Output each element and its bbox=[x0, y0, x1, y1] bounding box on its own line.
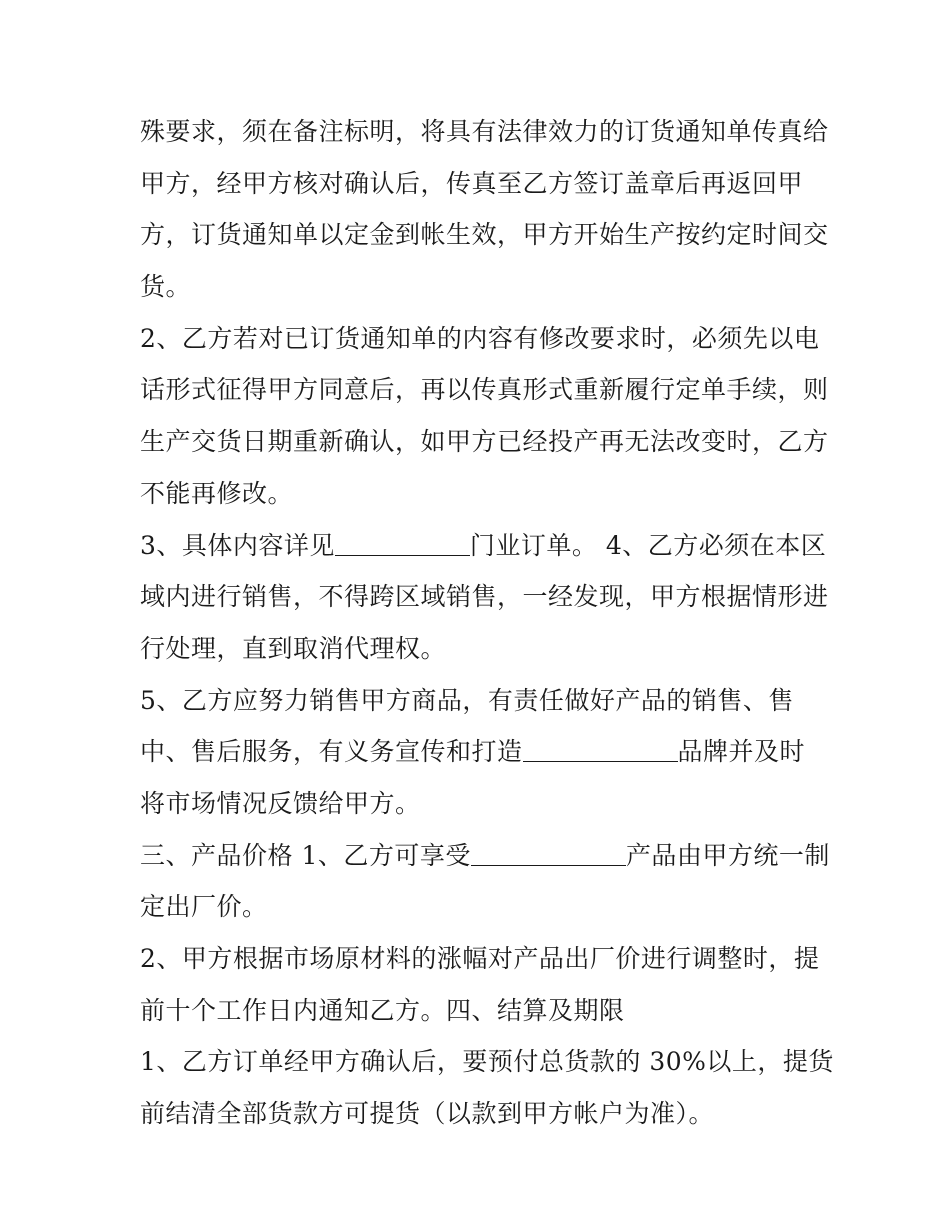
fill-in-blank bbox=[523, 739, 678, 762]
text-line: 定出厂价。 bbox=[140, 892, 268, 922]
text-line-with-blank bbox=[140, 520, 830, 572]
text-line: 行处理，直到取消代理权。 bbox=[140, 633, 447, 663]
text-segment: 产品由甲方统一制 bbox=[625, 840, 830, 870]
text-line: 不能再修改。 bbox=[140, 478, 294, 508]
text-line: 2、甲方根据市场原材料的涨幅对产品出厂价进行调整时，提 bbox=[140, 944, 820, 973]
text-line: 将市场情况反馈给甲方。 bbox=[140, 788, 421, 818]
text-line: 生产交货日期重新确认，如甲方已经投产再无法改变时，乙方 bbox=[140, 427, 829, 457]
text-line: 前结清全部货款方可提货（以款到甲方帐户为准）。 bbox=[140, 1099, 715, 1129]
text-line: 货。 bbox=[140, 272, 192, 302]
text-line-with-blank bbox=[140, 830, 830, 882]
text-line: 5、乙方应努力销售甲方商品，有责任做好产品的销售、售 bbox=[140, 685, 794, 715]
text-line: 话形式征得甲方同意后，再以传真形式重新履行定单手续，则 bbox=[140, 375, 829, 405]
text-line: 1、乙方订单经甲方确认后，要预付总货款的 30%以上，提货 bbox=[140, 1047, 834, 1077]
document-page bbox=[140, 106, 834, 1140]
text-line: 2、乙方若对已订货通知单的内容有修改要求时，必须先以电 bbox=[140, 323, 820, 353]
text-segment: 中、售后服务，有义务宣传和打造 bbox=[140, 737, 523, 767]
text-line: 方，订货通知单以定金到帐生效，甲方开始生产按约定时间交 bbox=[140, 220, 829, 250]
text-line: 前十个工作日内通知乙方。四、结算及期限 bbox=[140, 995, 625, 1025]
text-line-with-blank bbox=[140, 726, 830, 778]
text-line: 甲方，经甲方核对确认后，传真至乙方签订盖章后再返回甲 bbox=[140, 168, 804, 198]
text-line: 域内进行销售，不得跨区域销售，一经发现，甲方根据情形进 bbox=[140, 582, 829, 612]
text-line: 殊要求，须在备注标明，将具有法律效力的订货通知单传真给 bbox=[140, 117, 829, 146]
text-segment: 3、具体内容详见 bbox=[140, 530, 335, 560]
fill-in-blank bbox=[335, 533, 470, 556]
text-segment: 三、产品价格 1、乙方可享受 bbox=[140, 840, 471, 870]
fill-in-blank bbox=[471, 843, 626, 866]
text-segment: 门业订单。 4、乙方必须在本区 bbox=[469, 530, 827, 560]
text-segment: 品牌并及时 bbox=[677, 737, 806, 767]
